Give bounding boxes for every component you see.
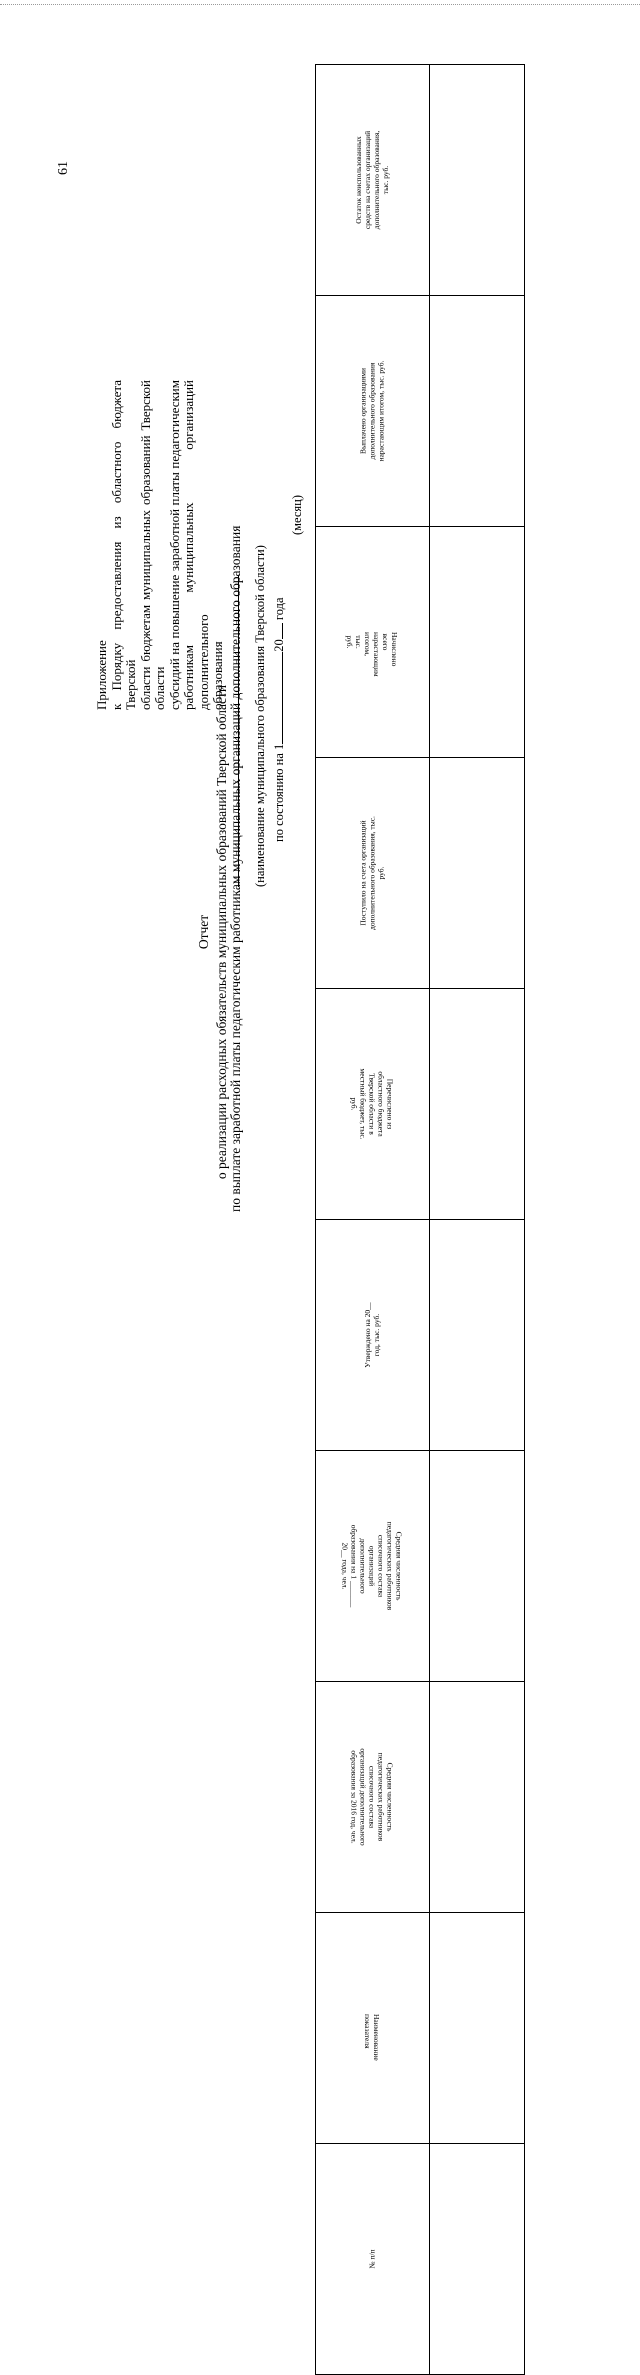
col-header-text: Средняя численность педагогических работников списочного состава организаций дополнительного образования на 1 _______ 20__ года, чел. xyxy=(340,1521,404,1611)
col-header-cell xyxy=(316,758,430,989)
appendix-heading: Приложение xyxy=(94,640,109,710)
municipality-underline xyxy=(238,575,239,887)
col-header-text: Перечислено из областного бюджета Тверской области в местный бюджет, тыс. руб. xyxy=(349,1068,395,1140)
table-row xyxy=(316,1913,525,2144)
data-cell xyxy=(429,1913,524,2144)
col-header-cell xyxy=(316,2144,430,2375)
table-row xyxy=(316,758,525,989)
report-title: Отчет xyxy=(196,914,211,950)
appendix-line-4: работникам муниципальных организаций дополнительного xyxy=(181,380,211,710)
col-header-text: Выплачено организациями дополнительного образования нарастающим итогом, тыс. руб. xyxy=(358,360,386,462)
col-header-cell xyxy=(316,1451,430,1682)
table-row xyxy=(316,2144,525,2375)
report-table xyxy=(315,64,525,2375)
data-cell xyxy=(429,527,524,758)
appendix-line-5: образования xyxy=(210,641,225,710)
table-row xyxy=(316,1451,525,1682)
data-cell xyxy=(429,1220,524,1451)
col-header-cell xyxy=(316,989,430,1220)
data-cell xyxy=(429,65,524,296)
col-header-cell xyxy=(316,1913,430,2144)
appendix-line-2: области бюджетам муниципальных образований Тверской области xyxy=(137,380,167,710)
state-prefix: по состоянию на 1 xyxy=(272,743,286,842)
table-row xyxy=(316,1220,525,1451)
col-header-text: Утверждено на 20__ год, тыс. руб. xyxy=(363,1302,382,1368)
table-row xyxy=(316,65,525,296)
month-caption: (месяц) xyxy=(290,494,304,536)
col-header-text: Наименование показателя xyxy=(363,2014,382,2061)
data-cell xyxy=(429,2144,524,2375)
appendix-line-1: к Порядку предоставления из областного бюджета Тверской xyxy=(108,380,138,710)
data-cell xyxy=(429,758,524,989)
col-header-text: Поступило на счета организаций дополнительного образования, тыс. руб. xyxy=(358,816,386,930)
page-number: 61 xyxy=(56,161,71,175)
data-cell xyxy=(429,1682,524,1913)
municipality-caption: (наименование муниципального образования Тверской области) xyxy=(253,545,267,887)
data-cell xyxy=(429,989,524,1220)
col-header-text: Средняя численность педагогических работников списочного состава организаций дополнительного образования за 2016 год, чел. xyxy=(349,1748,395,1846)
table-row xyxy=(316,1682,525,1913)
col-header-cell xyxy=(316,1220,430,1451)
table-row xyxy=(316,527,525,758)
col-header-text: № п/п xyxy=(367,2249,377,2269)
data-cell xyxy=(429,1451,524,1682)
table-row xyxy=(316,989,525,1220)
col-header-cell xyxy=(316,527,430,758)
col-header-cell xyxy=(316,65,430,296)
col-header-cell xyxy=(316,296,430,527)
report-subtitle-2: по выплате заработной платы педагогическим работникам муниципальных организаций дополнительного образования xyxy=(228,525,243,1212)
appendix-line-3: субсидий на повышение заработной платы педагогическим xyxy=(166,380,182,710)
state-year-prefix: 20 xyxy=(272,639,286,652)
scan-artifact-top xyxy=(0,4,640,7)
data-cell xyxy=(429,296,524,527)
col-header-text: Начислено всего нарастающим итогом, тыс. руб. xyxy=(345,632,400,677)
col-header-text: Остаток неиспользованных средств на счетах организаций дополнительного образования, тыс. руб. xyxy=(354,130,391,230)
state-suffix: года xyxy=(272,597,286,621)
table-row xyxy=(316,296,525,527)
month-blank xyxy=(282,652,283,744)
state-date-line xyxy=(272,560,287,842)
year-blank xyxy=(282,623,283,639)
report-subtitle-1: о реализации расходных обязательств муниципальных образований Тверской области xyxy=(214,684,229,1180)
col-header-cell xyxy=(316,1682,430,1913)
